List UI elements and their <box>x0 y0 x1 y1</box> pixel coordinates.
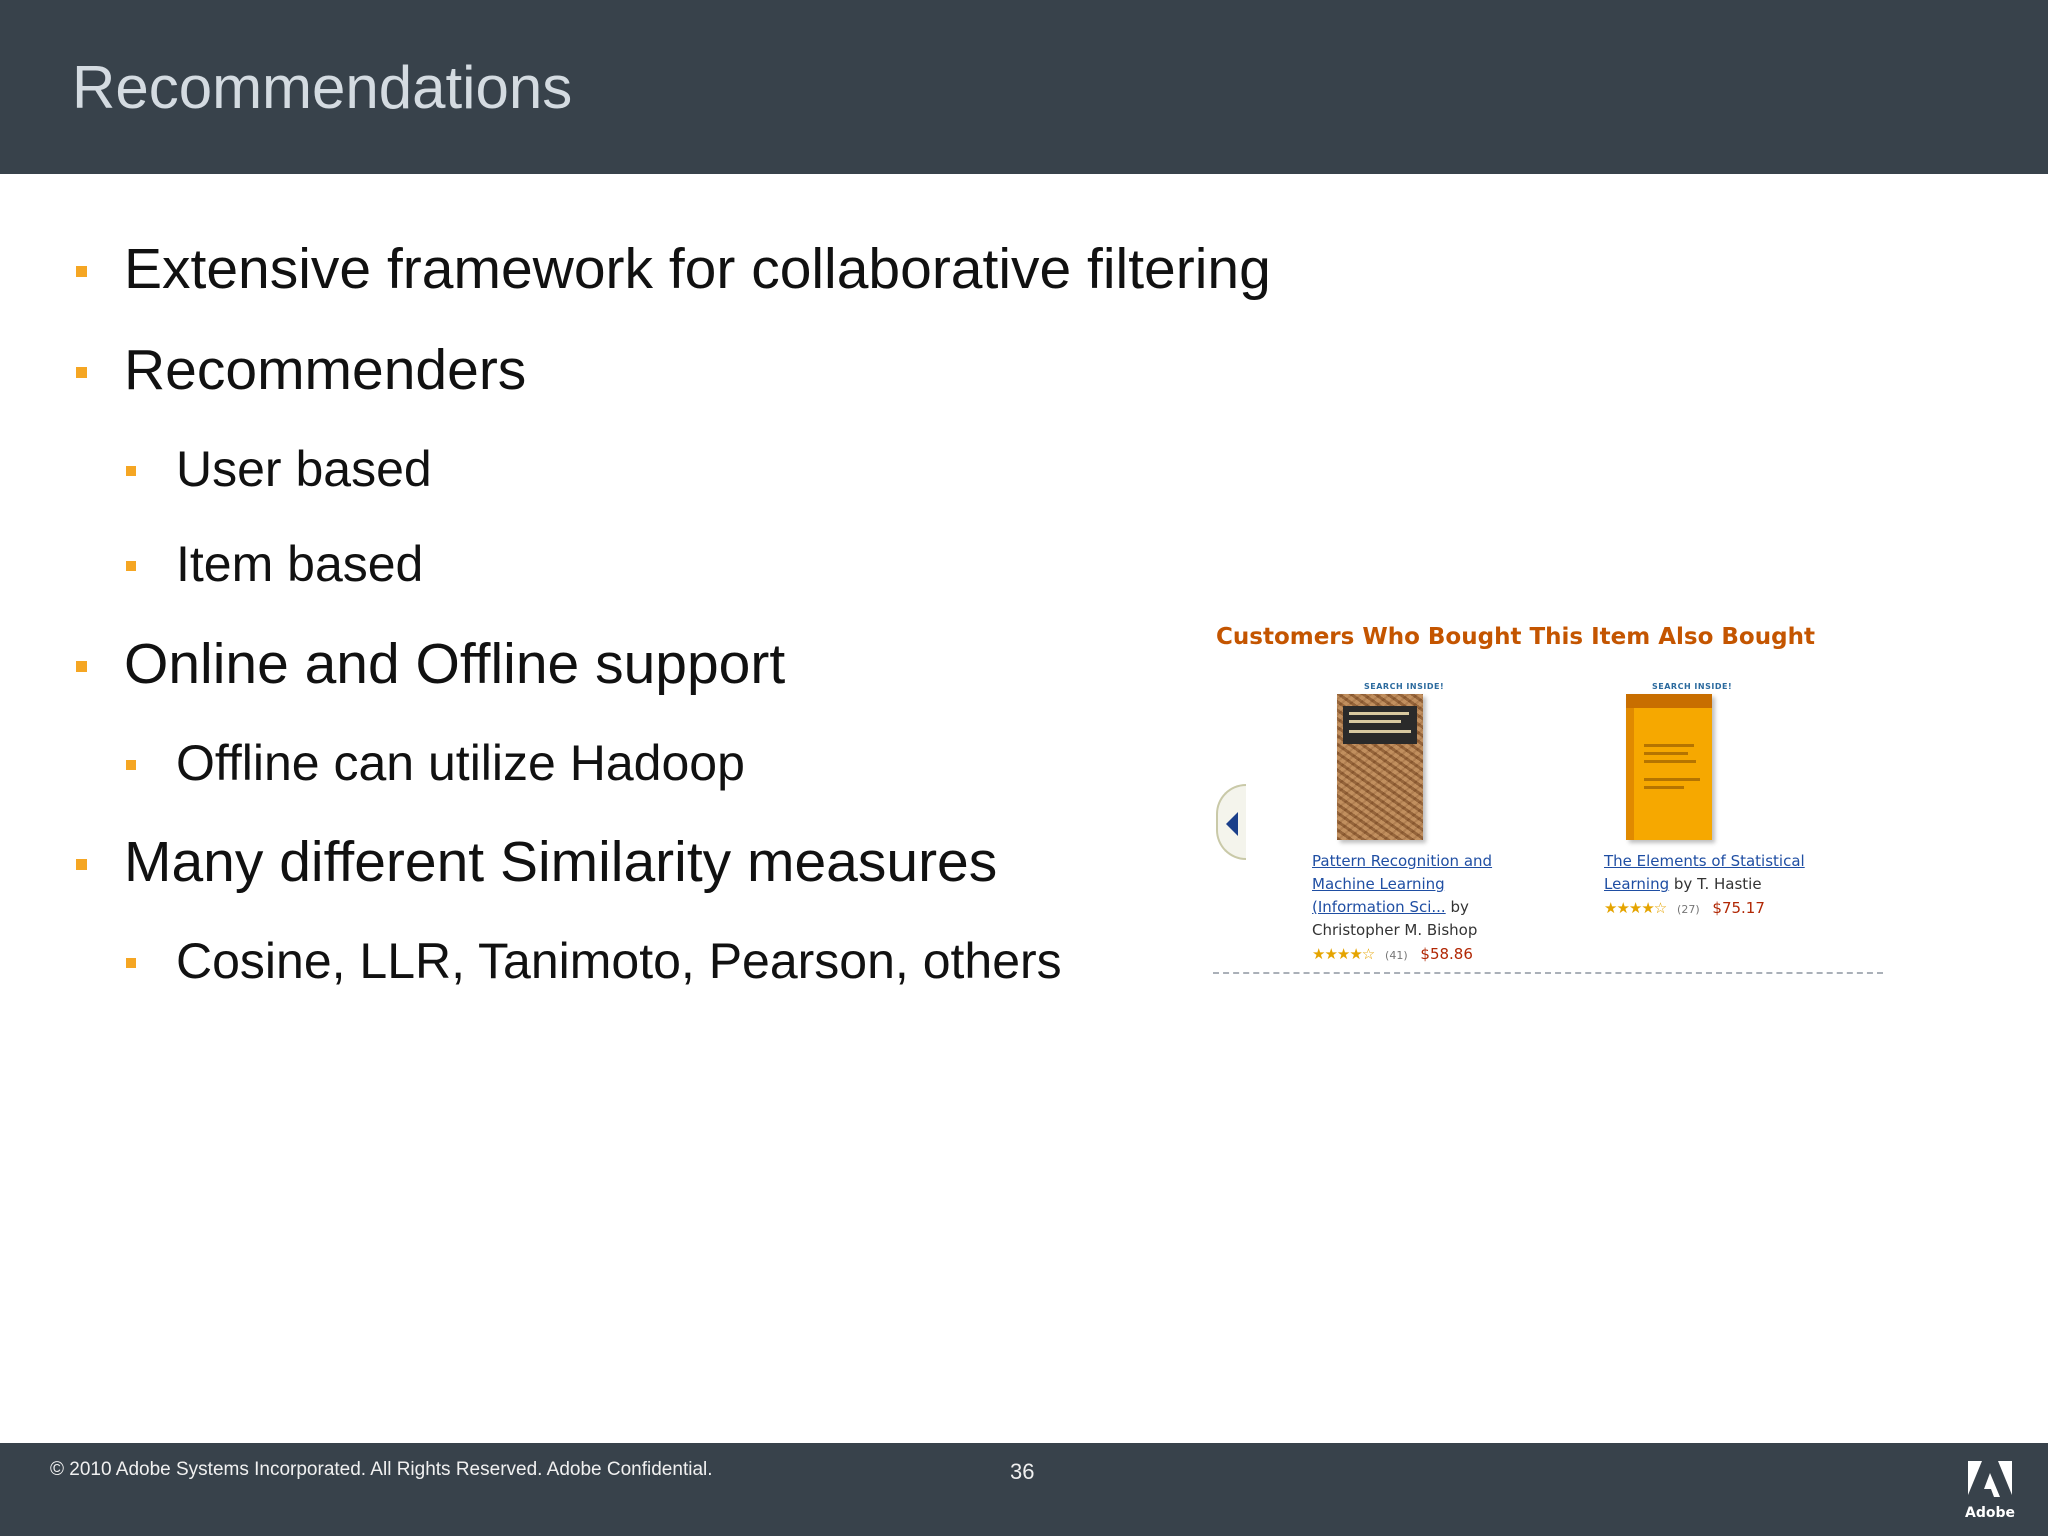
by-label: by <box>1450 898 1469 916</box>
review-count-link[interactable]: (41) <box>1385 949 1408 962</box>
product-title-link[interactable]: Pattern Recognition and Machine Learning (Information Sci... <box>1312 852 1493 916</box>
rating-row <box>1604 897 1824 921</box>
square-bullet-icon <box>126 466 136 476</box>
product-price: $58.86 <box>1420 945 1473 963</box>
arrow-left-icon <box>1224 810 1240 838</box>
bullet-item <box>124 829 997 895</box>
product-author: T. Hastie <box>1697 875 1762 893</box>
bullet-text: Recommenders <box>124 338 527 402</box>
square-bullet-icon <box>76 367 87 378</box>
book-cover-image[interactable] <box>1626 694 1712 840</box>
square-bullet-icon <box>76 661 87 672</box>
product-info <box>1312 850 1532 967</box>
bullet-item <box>124 337 526 403</box>
sub-bullet-item <box>176 534 423 594</box>
dashed-divider <box>1213 972 1883 974</box>
slide-header <box>0 0 2048 174</box>
sub-bullet-item <box>176 439 432 499</box>
sub-bullet-item <box>176 733 745 793</box>
bullet-text: Offline can utilize Hadoop <box>176 735 745 791</box>
square-bullet-icon <box>126 958 136 968</box>
also-bought-widget <box>1208 612 1888 982</box>
carousel-prev-button[interactable] <box>1216 784 1246 860</box>
by-label: by <box>1673 875 1693 893</box>
bullet-text: Item based <box>176 536 424 592</box>
search-inside-badge: SEARCH INSIDE! <box>1652 682 1733 691</box>
star-rating-icon[interactable]: ★★★★☆ <box>1312 945 1375 963</box>
product-info <box>1604 850 1824 921</box>
square-bullet-icon <box>126 760 136 770</box>
slide-title: Recommendations <box>72 54 573 121</box>
bullet-text: Many different Similarity measures <box>124 830 998 894</box>
bullet-text: Cosine, LLR, Tanimoto, Pearson, others <box>176 933 1062 989</box>
bullet-text: User based <box>176 441 432 497</box>
rating-row <box>1312 943 1532 967</box>
star-rating-icon[interactable]: ★★★★☆ <box>1604 899 1667 917</box>
review-count-link[interactable]: (27) <box>1677 903 1700 916</box>
square-bullet-icon <box>76 266 87 277</box>
search-inside-badge: SEARCH INSIDE! <box>1364 682 1445 691</box>
widget-heading: Customers Who Bought This Item Also Bought <box>1216 624 1815 650</box>
page-number: 36 <box>1010 1459 1035 1484</box>
product-title-link[interactable]: The Elements of Statistical Learning <box>1604 852 1805 893</box>
bullet-text: Online and Offline support <box>124 632 786 696</box>
bullet-text: Extensive framework for collaborative filtering <box>124 237 1271 301</box>
bullet-item <box>124 631 785 697</box>
bullet-item <box>124 236 1271 302</box>
square-bullet-icon <box>126 561 136 571</box>
adobe-logo-icon <box>1962 1461 2018 1523</box>
square-bullet-icon <box>76 859 87 870</box>
slide-footer <box>0 1443 2048 1536</box>
copyright-text: © 2010 Adobe Systems Incorporated. All Rights Reserved. Adobe Confidential. <box>50 1459 713 1480</box>
logo-wordmark: Adobe <box>1965 1505 2015 1521</box>
book-cover-image[interactable] <box>1337 694 1423 840</box>
product-price: $75.17 <box>1712 899 1765 917</box>
product-author: Christopher M. Bishop <box>1312 921 1478 939</box>
sub-bullet-item <box>176 931 1062 991</box>
